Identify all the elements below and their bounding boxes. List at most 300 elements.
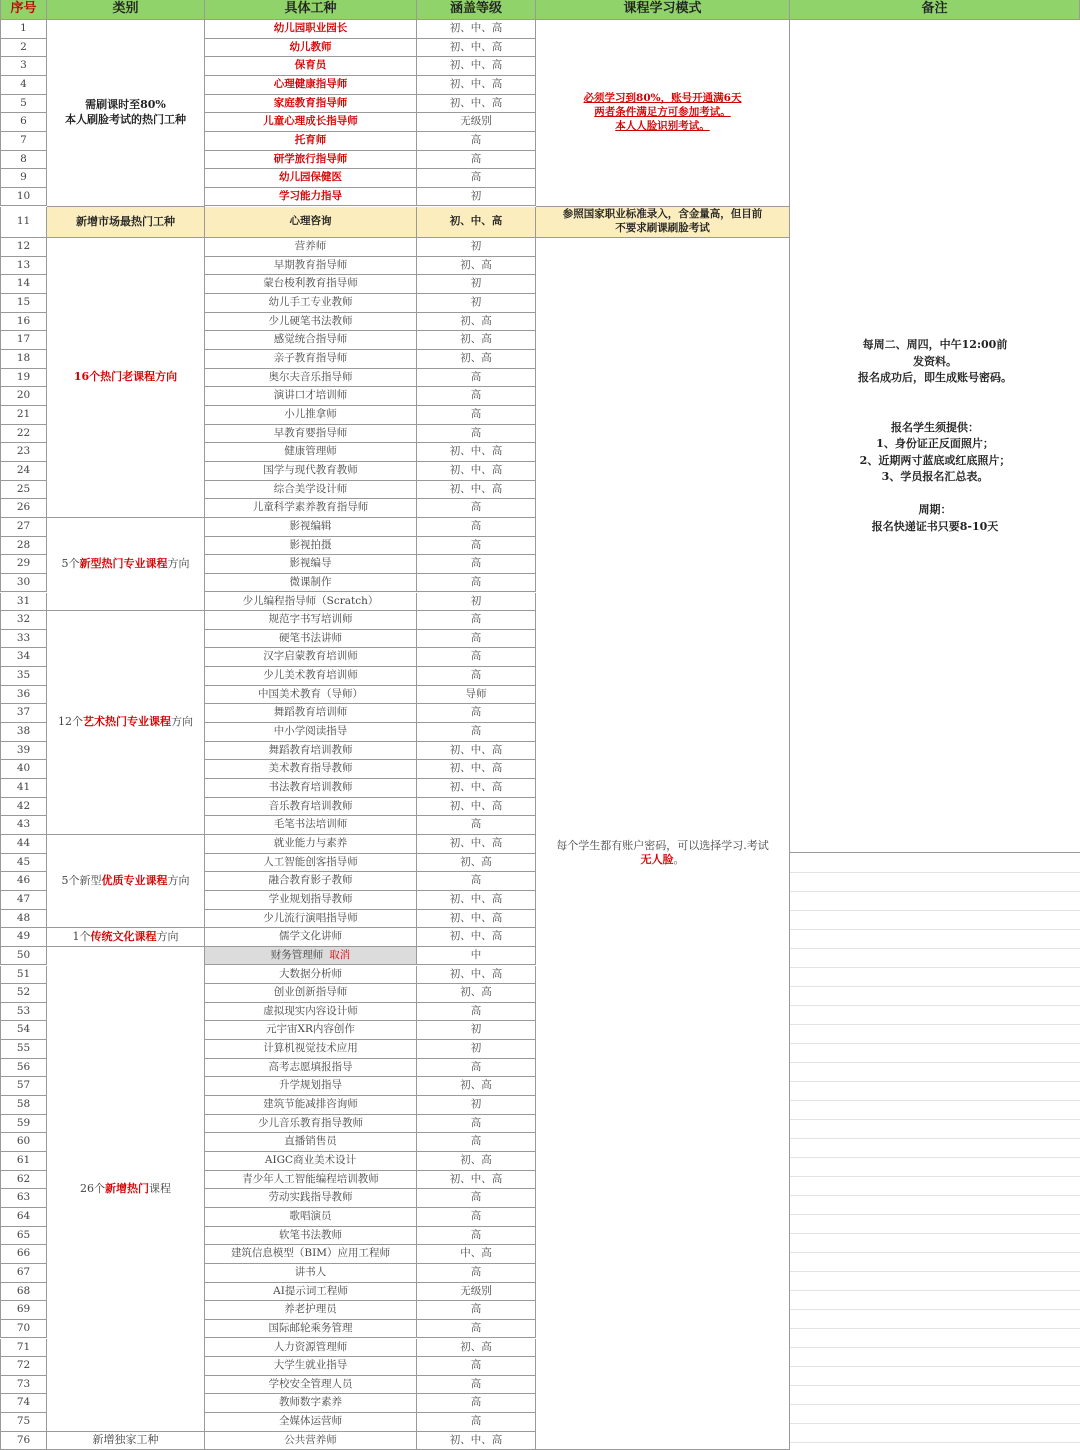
job-name-text: 幼儿手工专业教师 xyxy=(268,296,353,309)
row-number: 60 xyxy=(0,1133,47,1152)
category-line xyxy=(73,930,179,944)
level: 初 xyxy=(417,593,536,612)
row-number: 49 xyxy=(0,928,47,947)
level: 初、中、高 xyxy=(417,39,536,58)
text-fragment: 5个 xyxy=(61,556,80,570)
row-number: 19 xyxy=(0,369,47,388)
job-name-text: 演讲口才培训师 xyxy=(273,389,348,402)
row-number: 62 xyxy=(0,1171,47,1190)
job-name-text: 少儿流行演唱指导师 xyxy=(263,911,358,924)
study-mode-cell xyxy=(536,238,790,1450)
job-name-text: 毛笔书法培训师 xyxy=(273,818,348,831)
row-number: 51 xyxy=(0,966,47,985)
job-name-text: 舞蹈教育培训教师 xyxy=(268,743,353,756)
level: 初、高 xyxy=(417,257,536,276)
job-name xyxy=(205,1301,417,1320)
text-fragment: 5个新型 xyxy=(61,873,102,887)
job-name-text: 升学规划指导 xyxy=(279,1079,342,1092)
job-name xyxy=(205,835,417,854)
grid-line xyxy=(790,1290,1080,1291)
text-fragment: 方向 xyxy=(171,715,193,729)
row-number: 39 xyxy=(0,742,47,761)
grid-line xyxy=(790,1366,1080,1367)
job-name-text: 亲子教育指导师 xyxy=(273,352,348,365)
category-cell xyxy=(47,207,205,239)
job-name xyxy=(205,518,417,537)
text-fragment: 26个 xyxy=(80,1181,105,1195)
category-cell xyxy=(47,611,205,835)
job-name xyxy=(205,854,417,873)
text-fragment: 课程 xyxy=(149,1181,171,1195)
category-line: 需刷课时至80% xyxy=(85,98,166,112)
job-name xyxy=(205,76,417,95)
job-name-text: 歌唱演员 xyxy=(289,1209,332,1222)
job-name xyxy=(205,798,417,817)
grid-line xyxy=(790,1157,1080,1158)
level: 初、高 xyxy=(417,1077,536,1096)
job-name-text: 大学生就业指导 xyxy=(273,1359,348,1372)
level: 高 xyxy=(417,1357,536,1376)
level: 高 xyxy=(417,169,536,188)
job-name xyxy=(205,630,417,649)
job-name-text: 舞蹈教育培训师 xyxy=(273,706,348,719)
category-line: 新增独家工种 xyxy=(92,1433,159,1447)
job-name-text: 元宇宙XR内容创作 xyxy=(266,1023,355,1036)
job-name xyxy=(205,760,417,779)
category-cell xyxy=(47,20,205,207)
remark-line: 报名学生须提供： xyxy=(891,420,979,434)
row-number: 73 xyxy=(0,1376,47,1395)
job-name xyxy=(205,1394,417,1413)
level: 高 xyxy=(417,151,536,170)
level: 初 xyxy=(417,1040,536,1059)
row-number: 44 xyxy=(0,835,47,854)
job-name-text: 健康管理师 xyxy=(284,445,337,458)
job-name xyxy=(205,667,417,686)
level: 高 xyxy=(417,611,536,630)
row-number: 20 xyxy=(0,387,47,406)
row-number: 16 xyxy=(0,313,47,332)
row-number: 58 xyxy=(0,1096,47,1115)
level: 高 xyxy=(417,499,536,518)
job-name xyxy=(205,611,417,630)
row-number: 1 xyxy=(0,20,47,39)
job-name-text: 建筑信息模型（BIM）应用工程师 xyxy=(230,1247,391,1260)
level: 高 xyxy=(417,1133,536,1152)
grid-line xyxy=(790,1271,1080,1272)
job-name xyxy=(205,132,417,151)
job-name xyxy=(205,188,417,207)
row-number: 27 xyxy=(0,518,47,537)
job-name xyxy=(205,1227,417,1246)
job-name-text: 美术教育指导教师 xyxy=(268,762,353,775)
job-name xyxy=(205,443,417,462)
job-name xyxy=(205,1133,417,1152)
row-number: 17 xyxy=(0,331,47,350)
row-number: 28 xyxy=(0,537,47,556)
job-name xyxy=(205,369,417,388)
job-name xyxy=(205,704,417,723)
row-number: 30 xyxy=(0,574,47,593)
level: 初 xyxy=(417,238,536,257)
row-number: 37 xyxy=(0,704,47,723)
category-line: 本人刷脸考试的热门工种 xyxy=(65,112,186,126)
job-name xyxy=(205,39,417,58)
header-cell: 课程学习模式 xyxy=(536,0,790,20)
text-fragment: 12个 xyxy=(58,715,83,729)
job-name-text: 早教育婴指导师 xyxy=(273,426,348,439)
job-name xyxy=(205,1096,417,1115)
row-number: 52 xyxy=(0,984,47,1003)
row-number: 29 xyxy=(0,555,47,574)
grid-line xyxy=(790,1024,1080,1025)
row-number: 53 xyxy=(0,1003,47,1022)
row-number: 69 xyxy=(0,1301,47,1320)
job-name-text: 规范字书写培训师 xyxy=(268,613,353,626)
job-name-text: 软笔书法教师 xyxy=(279,1228,342,1241)
level: 高 xyxy=(417,406,536,425)
job-name-text: 小儿推拿师 xyxy=(284,408,337,420)
row-number: 46 xyxy=(0,872,47,891)
job-name-text: 书法教育培训教师 xyxy=(268,781,353,793)
category-line xyxy=(80,1182,171,1196)
level: 初 xyxy=(417,275,536,294)
level: 高 xyxy=(417,648,536,667)
job-name-text: 幼儿园职业园长 xyxy=(273,22,348,34)
job-name xyxy=(205,331,417,350)
study-mode-line: 必须学习到80%，账号开通满6天 xyxy=(583,92,742,105)
job-name xyxy=(205,1320,417,1339)
level: 高 xyxy=(417,1264,536,1283)
grid-line xyxy=(790,872,1080,873)
level: 初、中、高 xyxy=(417,207,536,239)
job-name xyxy=(205,20,417,39)
job-name xyxy=(205,1115,417,1134)
level: 高 xyxy=(417,1003,536,1022)
job-name xyxy=(205,947,417,966)
row-number: 26 xyxy=(0,499,47,518)
row-number: 4 xyxy=(0,76,47,95)
job-name xyxy=(205,555,417,574)
job-name-text: 心理咨询 xyxy=(289,215,332,227)
row-number: 61 xyxy=(0,1152,47,1171)
job-name-text: 国学与现代教育教师 xyxy=(263,463,358,476)
text-fragment: 艺术热门专业课程 xyxy=(83,715,171,729)
level: 初 xyxy=(417,1096,536,1115)
row-number: 10 xyxy=(0,188,47,207)
job-name xyxy=(205,499,417,518)
study-mode-cell xyxy=(536,20,790,207)
job-name-text: 影视拍摄 xyxy=(289,538,332,551)
category-line xyxy=(62,874,190,888)
level: 初、中、高 xyxy=(417,1171,536,1190)
grid-line xyxy=(790,1081,1080,1082)
study-mode-line: 不要求刷课刷脸考试 xyxy=(615,221,710,234)
row-number: 12 xyxy=(0,238,47,257)
grid-line xyxy=(790,1328,1080,1329)
job-name xyxy=(205,574,417,593)
job-name-text: 养老护理员 xyxy=(284,1303,337,1316)
row-number: 50 xyxy=(0,947,47,966)
category-line xyxy=(58,715,193,729)
job-name xyxy=(205,57,417,76)
text-fragment: 方向 xyxy=(167,873,190,887)
job-name-text: 高考志愿填报指导 xyxy=(268,1060,353,1073)
text-fragment: 。 xyxy=(673,853,685,867)
job-name-text: 综合美学设计师 xyxy=(273,482,348,495)
job-name-text: 音乐教育培训教师 xyxy=(268,799,353,812)
text-fragment: 无人脸 xyxy=(640,853,674,867)
job-name xyxy=(205,1432,417,1450)
level: 高 xyxy=(417,574,536,593)
job-name xyxy=(205,207,417,239)
job-name-text: 虚拟现实内容设计师 xyxy=(263,1004,358,1017)
level: 初、中、高 xyxy=(417,1432,536,1450)
row-number: 31 xyxy=(0,593,47,612)
job-name-text: 营养师 xyxy=(294,240,327,253)
remark-line xyxy=(933,387,937,404)
row-number: 54 xyxy=(0,1021,47,1040)
remark-line: 3、学员报名汇总表。 xyxy=(881,470,989,483)
row-number: 14 xyxy=(0,275,47,294)
level: 初、中、高 xyxy=(417,891,536,910)
level: 初、中、高 xyxy=(417,798,536,817)
row-number: 32 xyxy=(0,611,47,630)
job-name xyxy=(205,1413,417,1432)
level: 高 xyxy=(417,1115,536,1134)
job-name xyxy=(205,537,417,556)
job-name-text: 建筑节能减排咨询师 xyxy=(263,1098,358,1111)
header-cell: 具体工种 xyxy=(205,0,417,20)
level: 高 xyxy=(417,1376,536,1395)
row-number: 25 xyxy=(0,481,47,500)
job-name xyxy=(205,1021,417,1040)
level: 初、中、高 xyxy=(417,928,536,947)
level: 初、中、高 xyxy=(417,742,536,761)
job-name xyxy=(205,1357,417,1376)
level: 初、中、高 xyxy=(417,966,536,985)
row-number: 8 xyxy=(0,151,47,170)
level: 高 xyxy=(417,132,536,151)
grid-line xyxy=(790,1347,1080,1348)
job-name-text: 影视编辑 xyxy=(289,519,332,532)
job-name-text: 影视编导 xyxy=(289,557,332,570)
row-number: 11 xyxy=(0,207,47,239)
level: 高 xyxy=(417,1059,536,1078)
remark-line: 报名快递证书只要8-10天 xyxy=(871,519,999,533)
row-number: 56 xyxy=(0,1059,47,1078)
level: 中 xyxy=(417,947,536,966)
level: 初、高 xyxy=(417,331,536,350)
job-name-text: 幼儿教师 xyxy=(289,40,332,53)
grid-line xyxy=(790,1138,1080,1139)
job-name-text: 儒学文化讲师 xyxy=(279,930,342,943)
job-name xyxy=(205,481,417,500)
job-name-text: 中国美术教育（导师） xyxy=(258,687,363,700)
grid-line xyxy=(790,967,1080,968)
remark-line: 1、身份证正反面照片； xyxy=(876,437,994,450)
job-name-text: 创业创新指导师 xyxy=(273,986,348,999)
level: 初 xyxy=(417,188,536,207)
job-name-text: AI提示词工程师 xyxy=(273,1284,348,1297)
job-name-text: 大数据分析师 xyxy=(279,967,342,980)
grid-line xyxy=(790,1043,1080,1044)
grid-line xyxy=(790,986,1080,987)
row-number: 22 xyxy=(0,425,47,444)
job-name-text: 人工智能创客指导师 xyxy=(263,855,358,868)
row-number: 55 xyxy=(0,1040,47,1059)
job-name xyxy=(205,1283,417,1302)
job-name-text: 儿童科学素养教育指导师 xyxy=(252,501,369,514)
study-mode-line: 参照国家职业标准录入，含金量高，但目前 xyxy=(562,208,763,221)
row-number: 2 xyxy=(0,39,47,58)
grid-line xyxy=(790,1442,1080,1443)
level: 高 xyxy=(417,425,536,444)
job-name xyxy=(205,113,417,132)
job-name-text: 学业规划指导教师 xyxy=(268,892,353,905)
level: 高 xyxy=(417,1227,536,1246)
grid-line xyxy=(790,1423,1080,1424)
row-number: 63 xyxy=(0,1189,47,1208)
job-name xyxy=(205,1152,417,1171)
job-name xyxy=(205,723,417,742)
grid-line xyxy=(790,1309,1080,1310)
level: 初、中、高 xyxy=(417,779,536,798)
row-number: 43 xyxy=(0,816,47,835)
text-fragment: 优质专业课程 xyxy=(101,873,168,887)
study-mode-line: 两者条件满足方可参加考试。 xyxy=(594,105,731,118)
level: 导师 xyxy=(417,686,536,705)
row-number: 6 xyxy=(0,113,47,132)
level: 高 xyxy=(417,387,536,406)
job-name xyxy=(205,742,417,761)
job-name-text: AIGC商业美术设计 xyxy=(264,1154,357,1166)
level: 初、中、高 xyxy=(417,481,536,500)
category-cell xyxy=(47,835,205,928)
job-name-text: 少儿音乐教育指导教师 xyxy=(258,1116,363,1129)
grid-line xyxy=(790,1195,1080,1196)
level: 初、中、高 xyxy=(417,57,536,76)
level: 初、中、高 xyxy=(417,443,536,462)
row-number: 36 xyxy=(0,686,47,705)
header-cell: 备注 xyxy=(790,0,1080,20)
header-cell: 类别 xyxy=(47,0,205,20)
level: 初、中、高 xyxy=(417,910,536,929)
level: 高 xyxy=(417,518,536,537)
job-name xyxy=(205,1171,417,1190)
text-fragment: 新增热门 xyxy=(105,1181,149,1195)
job-name-text: 公共营养师 xyxy=(284,1433,337,1446)
row-number: 23 xyxy=(0,443,47,462)
category-line xyxy=(62,557,190,571)
header-cell: 涵盖等级 xyxy=(417,0,536,20)
level: 初、高 xyxy=(417,313,536,332)
job-name-text: 微课制作 xyxy=(289,575,332,588)
level: 初 xyxy=(417,1021,536,1040)
level: 初、中、高 xyxy=(417,462,536,481)
job-name xyxy=(205,1339,417,1358)
job-name xyxy=(205,406,417,425)
job-name xyxy=(205,1245,417,1264)
level: 初、高 xyxy=(417,854,536,873)
level: 高 xyxy=(417,537,536,556)
text-fragment: 新型热门专业课程 xyxy=(79,556,168,570)
remark-line xyxy=(933,486,937,503)
job-name-text: 汉字启蒙教育培训师 xyxy=(263,650,358,663)
row-number: 42 xyxy=(0,798,47,817)
job-name xyxy=(205,462,417,481)
row-number: 40 xyxy=(0,760,47,779)
job-name-text: 托育师 xyxy=(294,133,327,146)
job-name-text: 人力资源管理师 xyxy=(273,1340,348,1353)
row-number: 71 xyxy=(0,1339,47,1358)
job-name-text: 家庭教育指导师 xyxy=(273,96,348,109)
job-name xyxy=(205,1003,417,1022)
study-mode-cell xyxy=(536,207,790,239)
grid-line xyxy=(790,1214,1080,1215)
job-name-text: 学习能力指导 xyxy=(279,189,342,202)
job-name-text: 儿童心理成长指导师 xyxy=(263,115,358,128)
grid-line xyxy=(790,948,1080,949)
level: 高 xyxy=(417,1413,536,1432)
row-number: 5 xyxy=(0,95,47,114)
row-number: 9 xyxy=(0,169,47,188)
category-line: 16个热门老课程方向 xyxy=(73,370,178,384)
job-name-text: 奥尔夫音乐指导师 xyxy=(268,370,353,383)
job-name xyxy=(205,238,417,257)
grid-line xyxy=(790,1385,1080,1386)
job-name xyxy=(205,350,417,369)
grid-line xyxy=(790,1404,1080,1405)
grid-line xyxy=(790,1100,1080,1101)
level: 初、中、高 xyxy=(417,760,536,779)
level: 高 xyxy=(417,555,536,574)
row-number: 66 xyxy=(0,1245,47,1264)
study-mode-line xyxy=(556,839,769,853)
job-name xyxy=(205,387,417,406)
job-name xyxy=(205,872,417,891)
job-name-text: 心理健康指导师 xyxy=(273,77,348,90)
job-name-text: 保育员 xyxy=(294,59,327,72)
job-name xyxy=(205,779,417,798)
job-name-text: 蒙台梭利教育指导师 xyxy=(263,277,358,290)
job-name xyxy=(205,1376,417,1395)
row-number: 68 xyxy=(0,1283,47,1302)
remark-line: 2、近期两寸蓝底或红底照片； xyxy=(859,453,1011,467)
level: 初 xyxy=(417,294,536,313)
row-number: 33 xyxy=(0,630,47,649)
job-name xyxy=(205,1077,417,1096)
job-name xyxy=(205,1189,417,1208)
grid-line xyxy=(790,1233,1080,1234)
job-name xyxy=(205,294,417,313)
level: 初、中、高 xyxy=(417,76,536,95)
grid-line xyxy=(790,1252,1080,1253)
header-cell: 序号 xyxy=(0,0,47,20)
level: 高 xyxy=(417,872,536,891)
level: 初、高 xyxy=(417,1339,536,1358)
row-number: 67 xyxy=(0,1264,47,1283)
row-number: 41 xyxy=(0,779,47,798)
job-name xyxy=(205,891,417,910)
job-name-text: 幼儿园保健医 xyxy=(279,171,342,184)
category-cell xyxy=(47,518,205,611)
grid-line xyxy=(790,1062,1080,1063)
level: 高 xyxy=(417,704,536,723)
level: 初、中、高 xyxy=(417,20,536,39)
level: 初、中、高 xyxy=(417,95,536,114)
job-name xyxy=(205,95,417,114)
